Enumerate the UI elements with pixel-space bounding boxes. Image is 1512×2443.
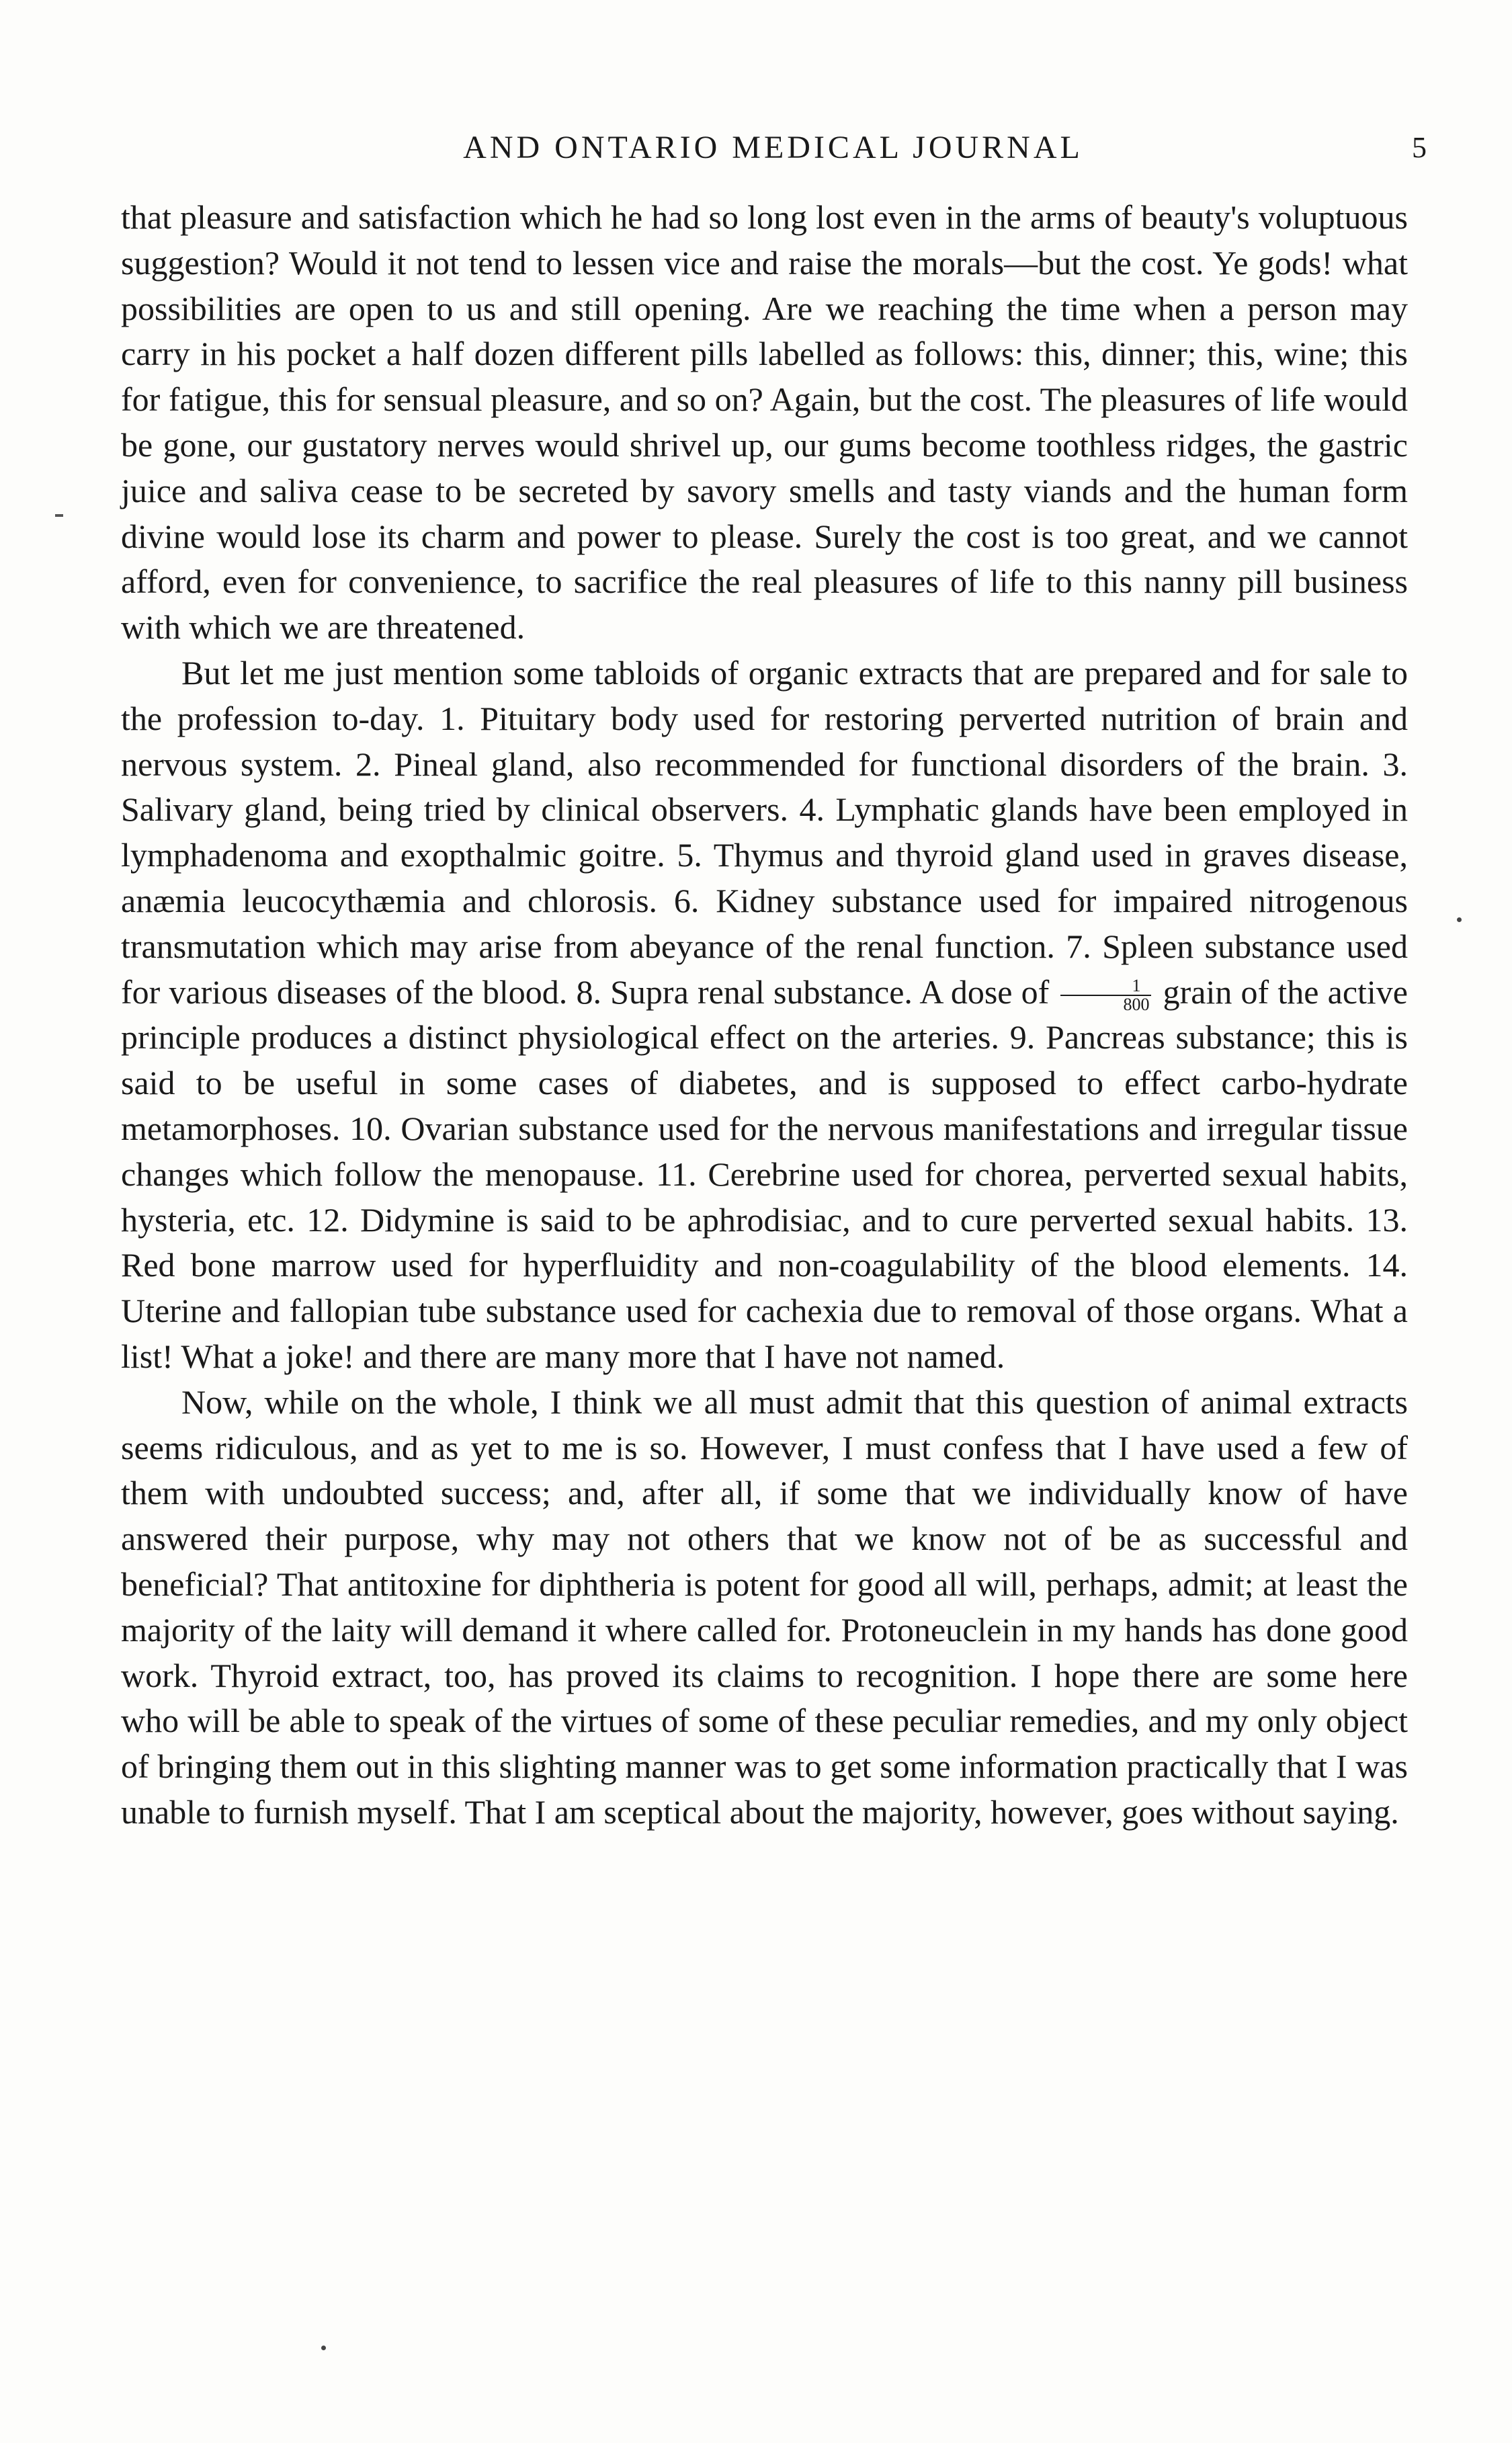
margin-mark-right xyxy=(1457,917,1462,922)
paragraph-3: Now, while on the whole, I think we all must admit that this question of animal extracts seems ridiculous, and as yet to me is so. However, I must confess that I have used a few of them with undoubted success; and, after all, if some that we individually know of have answered their purpose, why may not others that we know not of be as successful and beneficial? That antitoxine for diphtheria is potent for good all will, perhaps, admit; at least the majority of the laity will demand it where called for. Protoneuclein in my hands has done good work. Thyroid extract, too, has proved its claims to recognition. I hope there are some here who will be able to speak of the virtues of some of these peculiar remedies, and my only object of bringing them out in this slighting manner was to get some information practically that I was unable to furnish myself. That I am sceptical about the majority, however, goes without saying. xyxy=(121,1382,1408,1831)
margin-mark-left xyxy=(55,514,63,517)
paragraph-2-text-after: grain of the active principle produces a distinct physiological effect on the arteries. 9. Pancreas substance; this is said to be useful in some cases of diabetes, and is supposed to effect carbo-hydrate metamorphoses. 10. Ovarian substance used for the nervous manifestations and irregular tissue changes which follow the menopause. 11. Cerebrine used for chorea, perverted sexual habits, hysteria, etc. 12. Didymine is said to be aphrodisiac, and to cure perverted sexual habits. 13. Red bone marrow used for hyperfluidity and non-coagulability of the blood elements. 14. Uterine and fallopian tube substance used for cachexia due to removal of those organs. What a list! What a joke! and there are many more that I have not named. xyxy=(121,972,1408,1375)
paragraph-2 xyxy=(121,651,1408,1380)
journal-title: AND ONTARIO MEDICAL JOURNAL xyxy=(463,130,1083,165)
fraction xyxy=(1060,977,1151,1013)
fraction-numerator: 1 xyxy=(1060,977,1151,996)
page-number: 5 xyxy=(1412,131,1427,164)
paragraph-2-text-before: But let me just mention some tabloids of organic extracts that are prepared and for sale to the profession to-day. 1. Pituitary body used for restoring perverted nutrition of brain and nervous system. 2. Pineal gland, also recommended for functional disorders of the brain. 3. Salivary gland, being tried by clinical observers. 4. Lymphatic glands have been employed in lymphadenoma and exopthalmic goitre. 5. Thymus and thyroid gland used in graves disease, anæmia leucocythæmia and chlorosis. 6. Kidney substance used for impaired nitrogenous transmutation which may arise from abeyance of the renal function. 7. Spleen substance used for various diseases of the blood. 8. Supra renal substance. A dose of xyxy=(121,653,1408,1011)
margin-mark-bottom xyxy=(321,2346,326,2350)
paragraph-1: that pleasure and satisfaction which he had so long lost even in the arms of beauty's voluptuous suggestion? Would it not tend to lessen vice and raise the morals—but the cost. Ye gods! what possibilities are open to us and still opening. Are we reaching the time when a person may carry in his pocket a half dozen different pills labelled as follows: this, dinner; this, wine; this for fatigue, this for sensual pleasure, and so on? Again, but the cost. The pleasures of life would be gone, our gustatory nerves would shrivel up, our gums become toothless ridges, the gastric juice and saliva cease to be secreted by savory smells and tasty viands and the human form divine would lose its charm and power to please. Surely the cost is too great, and we cannot afford, even for convenience, to sacrifice the real pleasures of life to this nanny pill business with which we are threatened. xyxy=(121,198,1408,647)
article-body xyxy=(121,195,1408,1835)
fraction-denominator: 800 xyxy=(1123,995,1150,1015)
running-header xyxy=(120,121,1427,175)
